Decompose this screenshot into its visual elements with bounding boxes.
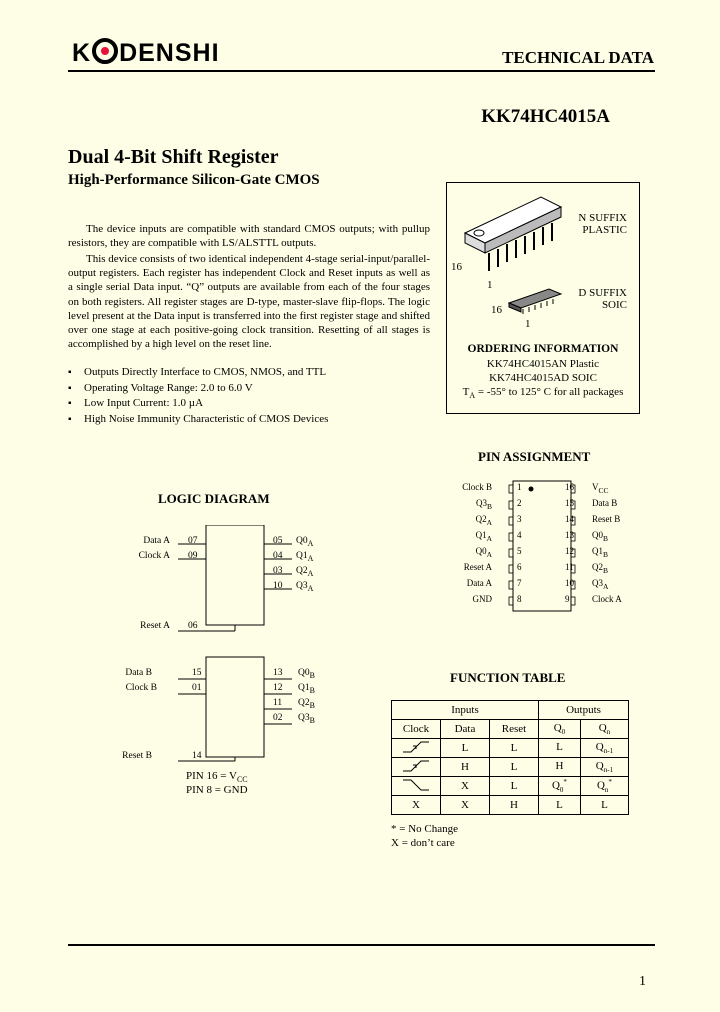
order-item: KK74HC4015AN Plastic — [486, 358, 600, 370]
page-subtitle: High-Performance Silicon-Gate CMOS — [68, 172, 320, 188]
col-data: Data — [441, 720, 490, 739]
description-paragraph-2: This device consists of two identical independent 4-stage serial-input/parallel-output registers. Each register has independent Clock and Reset inputs as well as a single serial Data input. “Q” outputs are available from each of the four stages on both registers. All register stages are D-type, master-slave flip-flops. The logic level present at the Data input is transferred into the first register stage and shifted over one stage at each positive-going clock transition. Resetting of all stages is accomplished by a high level on the reset line. — [68, 253, 430, 351]
dip-pin16-label: 16 — [451, 261, 462, 273]
package-info-box — [446, 182, 640, 414]
feature-item: ▪ High Noise Immunity Characteristic of CMOS Devices — [68, 412, 328, 428]
header-divider — [68, 70, 655, 72]
d-suffix-label: D SUFFIX SOIC — [578, 287, 627, 311]
inputs-header: Inputs — [392, 701, 539, 720]
temperature-range: $T_A = -55^\circ$ to 125° C for all packages — [462, 386, 624, 401]
outputs-header: Outputs — [539, 701, 629, 720]
part-number: KK74HC4015A — [481, 106, 610, 127]
logic-diagram-title: LOGIC DIAGRAM — [158, 491, 270, 506]
col-q0: $Q_0$ — [539, 720, 581, 739]
feature-item: ▪ Low Input Current: 1.0 µA — [68, 396, 328, 412]
function-table-title: FUNCTION TABLE — [450, 670, 566, 685]
pin-list — [440, 482, 622, 610]
col-reset: Reset — [490, 720, 539, 739]
order-item: KK74HC4015AD SOIC — [489, 372, 597, 384]
description-paragraph-1: The device inputs are compatible with standard CMOS outputs; with pullup resistors, they are compatible with LS/ALSTTL outputs. — [68, 223, 430, 250]
section-title: TECHNICAL DATA — [502, 48, 654, 67]
falling-edge-icon — [392, 777, 441, 796]
table-note-no-change: * = No Change — [391, 823, 458, 835]
table-row: X L $Q_0^*$ $Q_n^*$ — [392, 777, 629, 796]
table-row: H L H $Q_{n-1}$ — [392, 758, 629, 777]
pin16-note: PIN $16 = V_{CC}$ — [186, 770, 248, 785]
table-row: X X H L L — [392, 796, 629, 815]
logic-diagram-labels: Data A 07 Clock A 09 Reset A 06 05 $Q0_A$ 04 $Q1_A$ 03 $Q2_A$ 10 $Q3_A$ Data B 15 Clock B 01 Reset B 14 13 $Q0_B$ 12 $Q1_B$ 11 $Q2_B$ 02 $Q3_B$ — [122, 536, 315, 761]
features-list — [68, 365, 328, 427]
pin-row: Data A 7 10 $Q3_A$ — [466, 578, 609, 591]
footer-divider — [68, 944, 655, 946]
pin-row: $Q0_A$ 5 12 $Q1_B$ — [475, 546, 609, 559]
n-suffix-label: N SUFFIX PLASTIC — [578, 212, 627, 236]
col-qn: $Q_n$ — [580, 720, 628, 739]
rising-edge-icon — [392, 739, 441, 758]
table-note-dont-care: X = don’t care — [391, 837, 455, 849]
dip-pin1-label: 1 — [487, 279, 493, 291]
pin8-note: PIN 8 = GND — [186, 784, 248, 796]
soic-pin16-label: 16 — [491, 304, 502, 316]
pin-row: Clock B 1 16 $V_{CC}$ — [462, 482, 609, 495]
pin-row: GND 8 9 Clock A — [472, 594, 622, 604]
pin-assignment-title: PIN ASSIGNMENT — [478, 449, 591, 464]
feature-item: ▪ Outputs Directly Interface to CMOS, NMOS, and TTL — [68, 365, 328, 381]
page-title: Dual 4-Bit Shift Register — [68, 146, 279, 168]
dip-package-icon — [457, 191, 567, 281]
kodenshi-logo: K DENSHI — [72, 39, 220, 67]
pin-row: $Q1_A$ 4 13 $Q0_B$ — [475, 530, 609, 543]
function-table — [391, 700, 629, 815]
pin-row: Reset A 6 11 $Q2_B$ — [463, 562, 609, 575]
pin-row: $Q2_A$ 3 14 Reset B — [475, 514, 621, 527]
col-clock: Clock — [392, 720, 441, 739]
pin-row: $Q3_B$ 2 15 Data B — [475, 498, 618, 511]
ordering-title: ORDERING INFORMATION — [467, 343, 619, 355]
soic-pin1-label: 1 — [525, 318, 531, 330]
logo-circle-icon — [92, 38, 118, 64]
rising-edge-icon — [392, 758, 441, 777]
soic-package-icon — [505, 285, 565, 315]
feature-item: ▪ Operating Voltage Range: 2.0 to 6.0 V — [68, 381, 328, 397]
table-row: L L L $Q_{n-1}$ — [392, 739, 629, 758]
page-number: 1 — [639, 974, 646, 989]
